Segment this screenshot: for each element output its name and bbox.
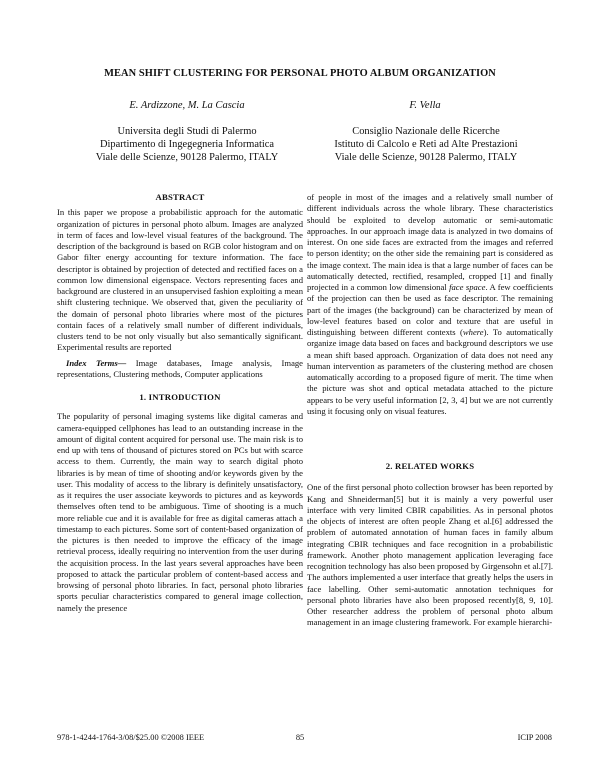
right-column (307, 192, 553, 629)
continuation-text: ). To automatically organize image data based on faces and background descriptors we use a mean shift based approach. Organization of data does not need any human intervention as parameters of the clustering method are chosen automatically according to a proposed figure of merit. The time when the picture was shot and optical metadata attached to the picture appears to be very useful information [2, 3, 4] but we are not currently using it focusing only on visual features. (307, 327, 554, 416)
affiliation-left-line: Universita degli Studi di Palermo (117, 126, 257, 137)
where-term: where (462, 327, 484, 337)
face-space-term: face space (449, 282, 486, 292)
introduction-continuation (307, 192, 553, 417)
index-terms-label: Index Terms— (66, 357, 127, 368)
affiliation-right-line: Viale delle Scienze, 90128 Palermo, ITALY (334, 152, 518, 163)
page-number: 85 (295, 733, 305, 742)
authors-right: F. Vella (409, 100, 441, 111)
paper-title: MEAN SHIFT CLUSTERING FOR PERSONAL PHOTO ALBUM ORGANIZATION (104, 68, 496, 79)
affiliation-right-line: Istituto di Calcolo e Reti ad Alte Prestazioni (334, 139, 518, 150)
continuation-text: of people in most of the images and a relatively small number of different individuals across the whole library. These characteristics should be exploited to develop automatic or semi-automatic approaches. In our approach image data is analyzed in two domains of interest. On one side faces are extracted from the images and referred to person identity; on the other side the remaining part is considered as the image context. The main idea is that a large number of faces can be automatically detected, rectified, resampled, cropped [1] and finally projected in a common low dimensional (307, 192, 553, 292)
affiliation-right (306, 125, 546, 164)
index-terms (57, 358, 303, 381)
affiliation-left-line: Dipartimento di Ingegegneria Informatica (100, 139, 274, 150)
footer-isbn: 978-1-4244-1764-3/08/$25.00 ©2008 IEEE (57, 733, 205, 742)
abstract-text: In this paper we propose a probabilistic approach for the automatic organization of pictures in personal photo album. Images are analyzed in term of faces and low-level visual features of the background. The description of the background is based on RGB color histogram and on Gabor filter energy accounting for texture information. The face descriptor is obtained by projection of detected and rectified faces on a common low dimensional eigenspace. Vectors representing faces and background are clustered in an unsupervised fashion exploiting a mean shift clustering technique. We observed that, given the peculiarity of the domain of personal photo libraries where most of the pictures contain faces of a relatively small number of different individuals, clusters tend to be not only visually but also semantically significant. Experimental results are reported (57, 207, 303, 353)
affiliation-left (62, 125, 312, 164)
authors-left: E. Ardizzone, M. La Cascia (129, 100, 245, 111)
introduction-heading: 1. INTRODUCTION (139, 392, 221, 402)
related-works-heading: 2. RELATED WORKS (385, 461, 475, 471)
continuation-text: . A few coefficients of the projection can then be used as face descriptor. The remaining part of the images (the background) can be characterized by mean of low-level features based on color and texture that are useful in distinguishing between different contexts ( (307, 282, 553, 337)
introduction-text: The popularity of personal imaging systems like digital cameras and camera-equipped cellphones has lead to an outstanding increase in the amount of digital content acquired for personal use. The main risk is to end up with tens of thousand of pictures stored on PCs but with scarce access to them. Currently, the main way to search digital photo libraries is by mean of time of shooting and/or keywords given by the user. This modality of access to the library is definitely unsatisfactory, as it requires the user associate keywords to pictures and as keywords themselves often tend to be ambiguous. Time of shooting is a much more reliable cue and it is available for free as digital cameras attach a timestamp to each pictures. Some sort of content-based organization of the pictures is then needed to improve the efficacy of the image retrieval process, ideally requiring no intervention from the user during the acquisition process. In the last years several approaches have been proposed to attack the particular problem of content-based access and browsing of personal photo libraries. In fact, personal photo libraries sports peculiar characteristics compared to general image collection, namely the presence (57, 411, 303, 613)
abstract-heading: ABSTRACT (155, 192, 205, 202)
related-works-text: One of the first personal photo collection browser has been reported by Kang and Shneiderman[5] but it is mainly a very powerful user interface with very limited CBIR capabilities. As in personal photos the objects of interest are often people Zhang et al.[6] addressed the problem of automated annotation of human faces in family album integrating CBIR techniques and face recognition in a probabilistic framework. Another photo management application leveraging face recognition technology has also been proposed by Girgensohn et al.[7]. The authors implemented a user interface that greatly helps the users in face labelling. Other semi-automatic annotation techniques for personal photo libraries have also been proposed recently[8, 9, 10]. Other researcher address the problem of personal photo album management in an image clustering framework. For example hierarchi- (307, 482, 553, 628)
footer-conference: ICIP 2008 (517, 733, 552, 742)
index-terms-text: Image databases, Image analysis, Image representations, Clustering methods, Computer applications (57, 357, 304, 379)
affiliation-right-line: Consiglio Nazionale delle Ricerche (352, 126, 500, 137)
left-column (57, 192, 303, 614)
affiliation-left-line: Viale delle Scienze, 90128 Palermo, ITALY (95, 152, 279, 163)
